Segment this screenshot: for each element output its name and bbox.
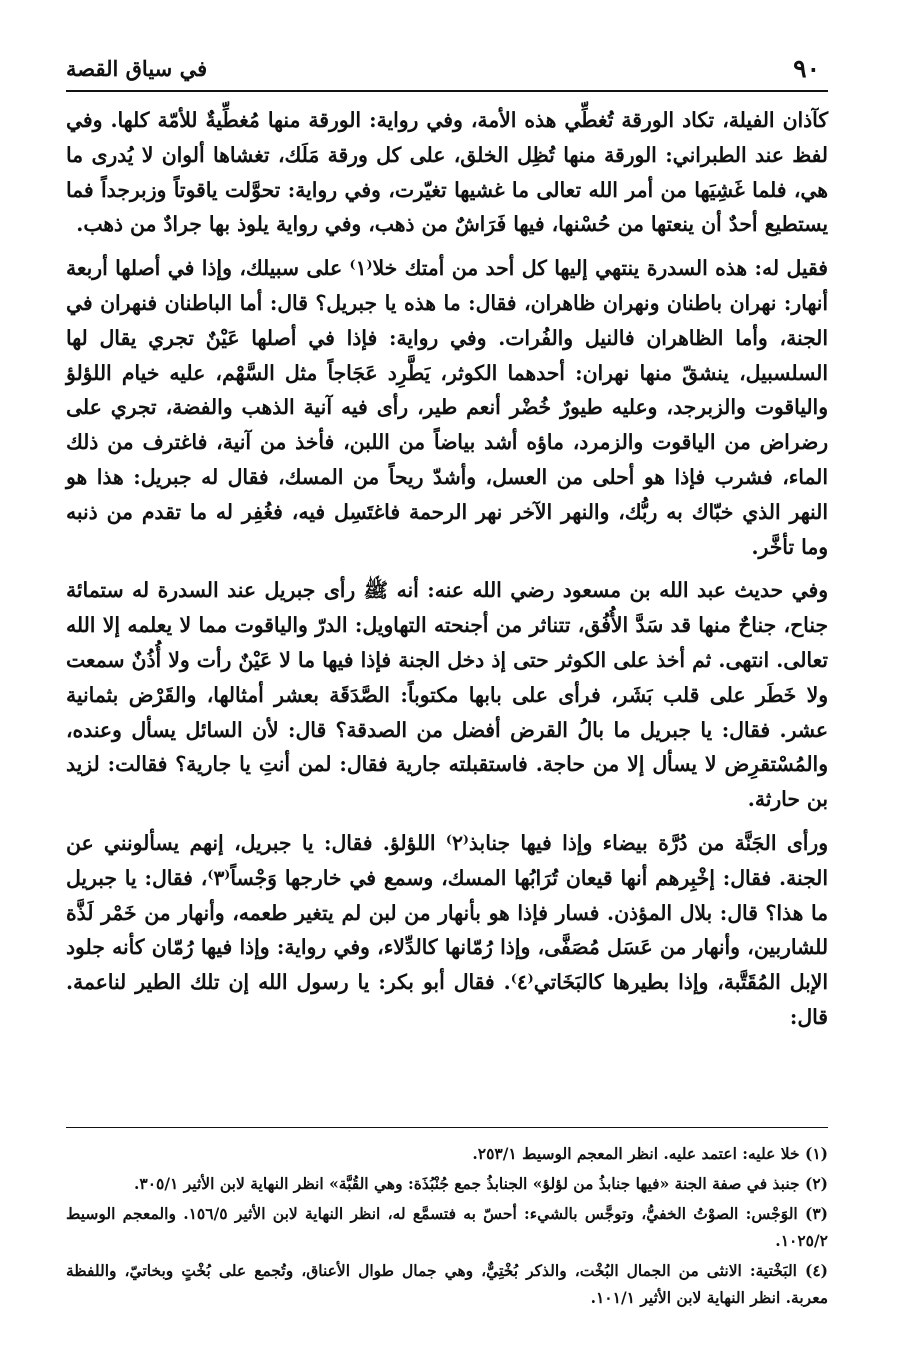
page-number: ٩٠ xyxy=(793,54,820,83)
page-header xyxy=(66,50,828,92)
running-title: في سياق القصة xyxy=(66,56,208,81)
paragraph: كآذان الفيلة، تكاد الورقة تُغطِّي هذه الأمة، وفي رواية: الورقة منها مُغطِّيةٌ للأمّة كلها. وفي لفظ عند الطبراني: الورقة منها تُظِل الخلق، على كل ورقة مَلَك، تغشاها ألوان لا يُدرى ما هي، فلما غَشِيَها من أمر الله تعالى ما غشيها تغيّرت، وفي رواية: تحوَّلت ياقوتاً وزبرجداً فما يستطيع أحدٌ أن ينعتها من حُسْنها، فيها فَرَاشٌ من ذهب، وفي رواية يلوذ بها جرادٌ من ذهب. xyxy=(66,108,828,237)
footnote-divider xyxy=(66,1127,828,1128)
footnotes xyxy=(66,1140,828,1314)
footnote: (٤) البَخْتية: الانثى من الجمال البُخْت، والذكر بُخْتِيٌّ، وهي جمال طوال الأعناق، وتُجمع على بُخْتٍ وبخاتيّ، واللفظة معربة. انظر النهاية لابن الأثير ١٠١/١. xyxy=(66,1261,828,1307)
footnote: (٢) جنبذ في صفة الجنة «فيها جنابذُ من لؤلؤ» الجنابذُ جمع جُنْبُذَة: وهي القُبَّة» انظر النهاية لابن الأثير ٣٠٥/١. xyxy=(133,1174,828,1193)
paragraph: ورأى الجَنَّة من دُرَّة بيضاء وإذا فيها جنابذ⁽٢⁾ اللؤلؤ. فقال: يا جبريل، إنهم يسألونني عن الجنة. فقال: إخْبِرهم أنها قيعان تُرَابُها المسك، وسمع في خارجها وَجْساً⁽٣⁾، فقال: يا جبريل ما هذا؟ قال: بلال المؤذن. فسار فإذا هو بأنهار من لبن لم يتغير طعمه، وأنهار من خَمْر لَذَّة للشاربين، وأنهار من عَسَل مُصَفَّى، وإذا رُمّانها كالدِّلاء، وفي رواية: وإذا فيها رُمّان كأنه جلود الإبل المُقَتَّبة، وإذا بطيرها كالبَخَاتي⁽٤⁾. فقال أبو بكر: يا رسول الله إن تلك الطير لناعمة. قال: xyxy=(66,830,828,1029)
paragraph: فقيل له: هذه السدرة ينتهي إليها كل أحد من أمتك خلا⁽١⁾ على سبيلك، وإذا في أصلها أربعة أنهار: نهران باطنان ونهران ظاهران، فقال: ما هذه يا جبريل؟ قال: أما الباطنان فنهران في الجنة، وأما الظاهران فالنيل والفُرات. وفي رواية: فإذا في أصلها عَيْنٌ تجري يقال لها السلسبيل، ينشقّ منها نهران: أحدهما الكوثر، يَطَّرِد عَجَاجاً مثل السَّهْم، عليه خيام اللؤلؤ والياقوت والزبرجد، وعليه طيورٌ خُضْر أنعم طير، رأى فيه آنية الذهب والفضة، تجري على رضراض من الياقوت والزمرد، ماؤه أشد بياضاً من اللبن، فأخذ من آنية، فاغترف من ذلك الماء، فشرب فإذا هو أحلى من العسل، وأشدّ ريحاً من المسك، فقال له جبريل: هذا هو النهر الذي خبّاك به ربُّك، والنهر الآخر نهر الرحمة فاغتَسِل فيه، فغُفِر له ما تقدم من ذنبه وما تأخَّر. xyxy=(66,256,828,559)
main-text xyxy=(66,103,828,1035)
footnote: (١) خلا عليه: اعتمد عليه. انظر المعجم الوسيط ٢٥٣/١. xyxy=(472,1144,828,1163)
paragraph: وفي حديث عبد الله بن مسعود رضي الله عنه: أنه ﷺ رأى جبريل عند السدرة له ستمائة جناح، جناحٌ منها قد سَدَّ الأُفُق، تتناثر من أجنحته التهاويل: الدرّ والياقوت مما لا يعلمه إلا الله تعالى. انتهى. ثم أخذ على الكوثر حتى إذ دخل الجنة فإذا فيها ما لا عَيْنٌ رأت ولا أُذُنٌ سمعت ولا خَطَر على قلب بَشَر، فرأى على بابها مكتوباً: الصَّدَقَة بعشر أمثالها، والقَرْض بثمانية عشر. فقال: يا جبريل ما بالُ القرض أفضل من الصدقة؟ قال: لأن السائل يسأل وعنده، والمُسْتقرِض لا يسأل إلا من حاجة. فاستقبلته جارية فقال: لمن أنتِ يا جارية؟ فقالت: لزيد بن حارثة. xyxy=(66,578,828,812)
footnote: (٣) الوَجْس: الصوْتُ الخفيُّ، وتوجَّس بالشيء: أحسّ به فتسمَّع له، انظر النهاية لابن الأثير ١٥٦/٥. والمعجم الوسيط ١٠٢٥/٢. xyxy=(66,1204,828,1250)
